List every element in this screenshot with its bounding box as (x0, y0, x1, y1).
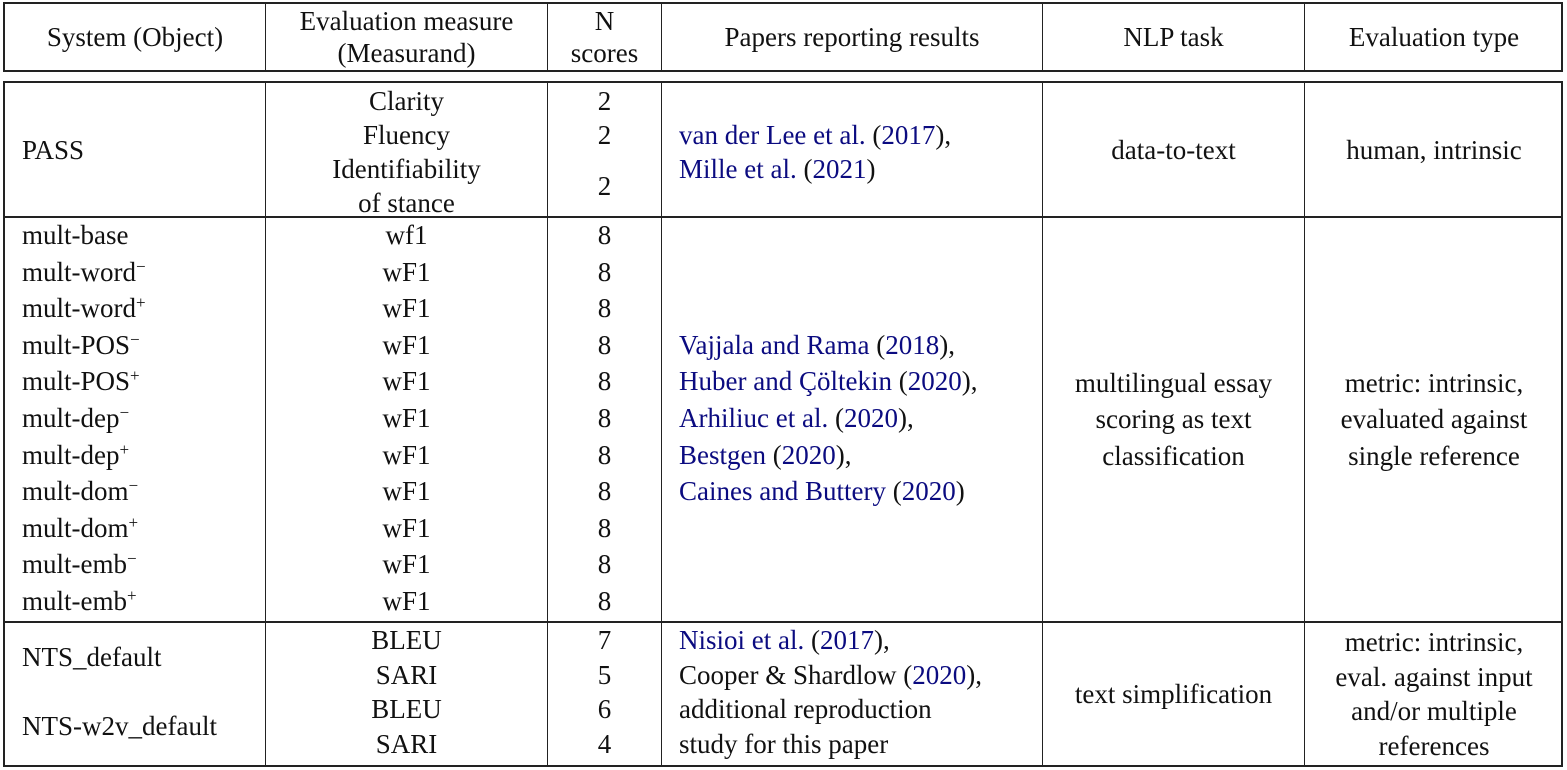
n-score: 2 (597, 171, 612, 201)
citation-link[interactable]: Arhiliuc et al. (679, 403, 829, 433)
citation-year-link[interactable]: 2020 (901, 476, 956, 507)
header-system (5, 4, 265, 70)
measure: of stance (358, 188, 455, 218)
system-cell (5, 83, 265, 216)
paper-citation[interactable]: Caines and Buttery (2020) (679, 476, 965, 507)
measure: wF1 (382, 549, 431, 580)
paper-citation[interactable]: Vajjala and Rama (2018), (679, 329, 955, 360)
paper-citation[interactable]: Huber and Çöltekin (2020), (679, 366, 978, 397)
n-scores-cell (547, 83, 661, 216)
papers-cell (661, 623, 1042, 765)
header-eval-type (1304, 4, 1563, 70)
eval-type: single reference (1348, 440, 1520, 471)
measure: Clarity (369, 86, 444, 116)
header-papers (661, 4, 1042, 70)
measure: wF1 (382, 476, 431, 507)
header-label: Evaluation type (1348, 22, 1520, 52)
header-label: System (Object) (46, 22, 224, 52)
header-label: N (594, 6, 615, 36)
paper-citation[interactable]: Mille et al. (2021) (679, 154, 876, 184)
eval-type: eval. against input (1335, 661, 1533, 692)
system-name: mult-word+ (22, 293, 146, 324)
paper-citation[interactable]: Cooper & Shardlow (2020), (679, 659, 982, 690)
table-row-group-mult (3, 217, 1563, 622)
nlp-task: scoring as text (1095, 404, 1252, 435)
header-label: (Measurand) (337, 38, 476, 68)
system-name: mult-dom− (22, 476, 139, 507)
eval-type: evaluated against (1340, 404, 1528, 435)
measure-cell (265, 83, 547, 216)
header-label: Papers reporting results (724, 22, 980, 52)
n-score: 6 (597, 694, 612, 724)
measure: BLEU (371, 694, 442, 724)
nlp-task-cell (1042, 218, 1304, 621)
paper-citation[interactable]: van der Lee et al. (2017), (679, 120, 952, 150)
measure: wF1 (382, 293, 431, 324)
nlp-task: data-to-text (1111, 134, 1236, 165)
citation-link[interactable]: Nisioi et al. (679, 625, 805, 655)
citation-link[interactable]: Caines and Buttery (679, 476, 886, 507)
measure: wF1 (382, 439, 431, 470)
citation-suffix: , (944, 120, 952, 150)
citation-year-link[interactable]: 2020 (843, 403, 898, 433)
n-score: 2 (597, 86, 612, 116)
system-name: mult-emb+ (22, 586, 137, 616)
eval-type: metric: intrinsic, (1344, 627, 1524, 657)
nlp-task-cell (1042, 83, 1304, 216)
system-cell (5, 218, 265, 621)
system-name: mult-dep+ (22, 439, 130, 470)
n-score: 8 (597, 366, 612, 397)
system-name: mult-POS− (22, 329, 140, 360)
measure: wF1 (382, 403, 431, 433)
table-header (3, 2, 1563, 72)
citation-suffix: , (844, 439, 852, 470)
measure: SARI (375, 728, 438, 759)
paper-note: study for this paper (679, 728, 889, 759)
citation-suffix: , (882, 625, 890, 655)
paper-citation[interactable]: Bestgen (2020), (679, 439, 852, 470)
measure: wF1 (382, 329, 431, 360)
papers-cell (661, 218, 1042, 621)
system-name: mult-dep− (22, 403, 130, 433)
measure-cell (265, 623, 547, 765)
n-score: 2 (597, 120, 612, 150)
table-row-group-pass (3, 81, 1563, 217)
n-score: 8 (597, 256, 612, 287)
system-name: PASS (22, 134, 85, 165)
citation-suffix: , (948, 329, 955, 360)
n-score: 8 (597, 476, 612, 507)
n-score: 8 (597, 549, 612, 580)
measure: SARI (375, 659, 438, 690)
citation-suffix: , (906, 403, 914, 433)
system-name: mult-base (22, 220, 129, 250)
citation-year-link[interactable]: 2020 (781, 439, 836, 470)
system-name: mult-word− (22, 256, 146, 287)
n-score: 5 (597, 659, 612, 690)
system-name: mult-dom+ (22, 512, 139, 543)
measure: wF1 (382, 366, 431, 397)
citation-link[interactable]: Vajjala and Rama (679, 329, 870, 360)
nlp-task-cell (1042, 623, 1304, 765)
citation-year-link[interactable]: 2018 (885, 329, 940, 360)
measure: wF1 (382, 586, 431, 616)
n-score: 8 (597, 586, 612, 616)
citation-suffix: , (975, 659, 982, 690)
eval-type: metric: intrinsic, (1344, 367, 1524, 398)
n-score: 8 (597, 293, 612, 324)
citation-link[interactable]: Huber and Çöltekin (679, 366, 892, 397)
eval-type: references (1378, 730, 1490, 761)
citation-year-link[interactable]: 2020 (907, 366, 962, 397)
table-row-group-nts (3, 622, 1563, 767)
citation-year-link[interactable]: 2017 (819, 625, 874, 655)
eval-type: human, intrinsic (1346, 134, 1522, 165)
header-n-scores (547, 4, 661, 70)
system-name: NTS-w2v_default (22, 711, 217, 741)
citation-year-link[interactable]: 2020 (912, 659, 967, 690)
nlp-task: classification (1102, 440, 1245, 471)
n-score: 8 (597, 329, 612, 360)
eval-type: and/or multiple (1351, 696, 1517, 726)
eval-type-cell (1304, 623, 1563, 765)
n-score: 8 (597, 403, 612, 433)
n-score: 7 (597, 625, 612, 655)
n-score: 4 (597, 728, 612, 759)
system-cell (5, 623, 265, 765)
header-label: scores (570, 38, 639, 68)
nlp-task: multilingual essay (1074, 367, 1273, 398)
measure: Fluency (363, 120, 450, 150)
citation-suffix: , (970, 366, 978, 397)
system-name: mult-emb− (22, 549, 137, 580)
n-score: 8 (597, 439, 612, 470)
system-name: mult-POS+ (22, 366, 140, 397)
paper-citation[interactable]: Nisioi et al. (2017), (679, 625, 890, 655)
header-nlp-task (1042, 4, 1304, 70)
header-label: NLP task (1123, 22, 1224, 52)
citation-year-link[interactable]: 2017 (881, 120, 936, 150)
citation-link[interactable]: Bestgen (679, 439, 766, 470)
measure: wF1 (382, 512, 431, 543)
n-score: 8 (597, 220, 612, 250)
paper-citation[interactable]: Arhiliuc et al. (2020), (679, 403, 914, 433)
citation-link[interactable]: van der Lee et al. (679, 120, 866, 150)
nlp-task: text simplification (1074, 679, 1273, 709)
n-score: 8 (597, 512, 612, 543)
citation-link[interactable]: Mille et al. (679, 154, 797, 184)
n-scores-cell (547, 218, 661, 621)
n-scores-cell (547, 623, 661, 765)
papers-cell (661, 83, 1042, 216)
system-name: NTS_default (22, 642, 162, 672)
paper-note: additional reproduction (679, 694, 932, 724)
measure: wf1 (385, 220, 428, 250)
header-measure (265, 4, 547, 70)
citation-year-link[interactable]: 2021 (812, 154, 867, 184)
header-label: Evaluation measure (299, 6, 514, 36)
eval-type-cell (1304, 83, 1563, 216)
measure-cell (265, 218, 547, 621)
measure: Identifiability (332, 154, 481, 184)
citation-text: Cooper & Shardlow (679, 659, 904, 690)
measure: wF1 (382, 256, 431, 287)
measure: BLEU (371, 625, 442, 655)
eval-type-cell (1304, 218, 1563, 621)
